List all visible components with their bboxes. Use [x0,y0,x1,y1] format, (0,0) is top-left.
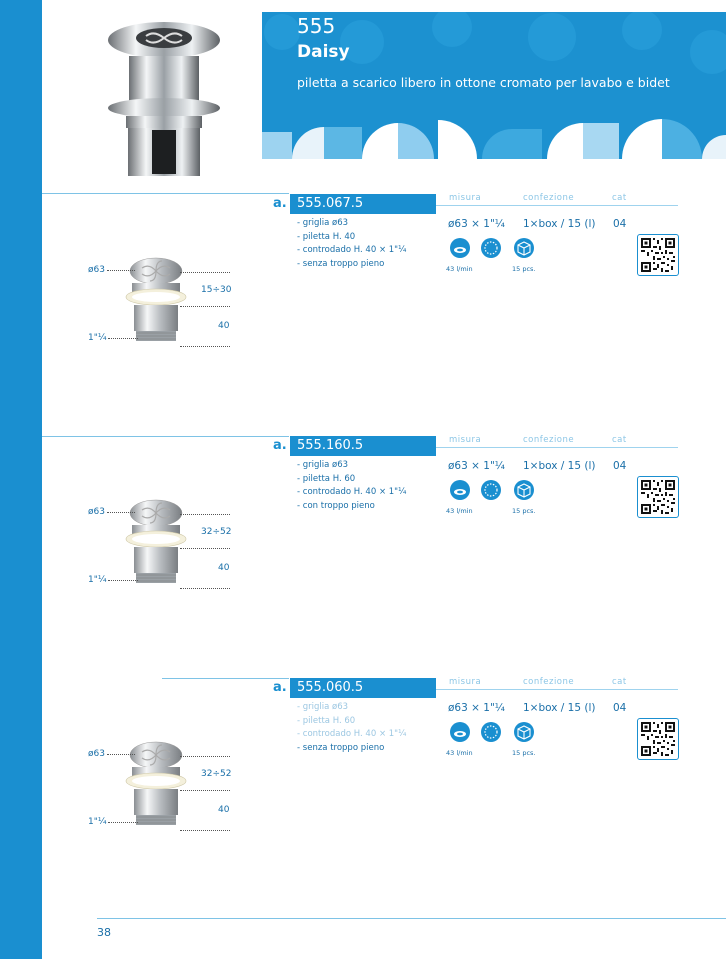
flow-rate-label: 43 l/min [446,265,473,273]
gear-seal-icon [481,722,501,742]
column-header-confezione: confezione [523,193,575,203]
dimension-leader [180,588,230,589]
item-letter: a. [273,196,287,211]
gear-seal-icon [481,238,501,258]
column-header-rule [436,205,678,206]
feature-item: - senza troppo pieno [297,742,406,756]
dimension-leader [180,346,230,347]
feature-item: - piletta H. 40 [297,231,406,245]
flow-rate-icon [450,722,470,742]
dimension-range: 32÷52 [201,769,232,779]
flow-rate-icon [450,480,470,500]
dimension-leader [107,754,135,755]
pieces-label: 15 pcs. [512,507,536,515]
qr-code-icon[interactable] [637,234,679,276]
column-header-confezione: confezione [523,435,575,445]
dimension-thread: 1"¼ [88,817,107,827]
dimension-leader [108,338,138,339]
column-header-rule [436,689,678,690]
item-letter: a. [273,680,287,695]
dimension-leader [107,512,135,513]
box-icon [514,238,534,258]
column-header-cat: cat [612,677,627,687]
qr-code-icon[interactable] [637,476,679,518]
product-block [0,678,726,878]
product-description: piletta a scarico libero in ottone cromato per lavabo e bidet [297,75,670,90]
dimension-leader [108,580,138,581]
flow-rate-icon [450,238,470,258]
flow-rate-label: 43 l/min [446,749,473,757]
dimension-leader [180,306,230,307]
misura-value: ø63 × 1"¼ [448,218,505,230]
dimension-leader [180,830,230,831]
product-code: 555.160.5 [290,436,436,456]
cat-value: 04 [613,218,627,230]
box-icon [514,480,534,500]
dimension-range: 15÷30 [201,285,232,295]
product-block [0,436,726,636]
column-header-misura: misura [449,193,482,203]
dimension-leader [180,790,230,791]
dimension-leader [108,822,138,823]
confezione-value: 1×box / 15 (l) [523,460,596,472]
feature-list [297,459,406,513]
misura-value: ø63 × 1"¼ [448,702,505,714]
dimension-leader [180,514,230,515]
feature-item: - piletta H. 60 [297,715,406,729]
series-number: 555 [297,14,336,38]
column-header-confezione: confezione [523,677,575,687]
hero-product-image [104,20,224,182]
feature-list [297,701,406,755]
page-number: 38 [97,926,111,939]
column-header-cat: cat [612,435,627,445]
dimension-height: 40 [218,563,230,573]
gear-seal-icon [481,480,501,500]
column-header-rule [436,447,678,448]
product-family-name: Daisy [297,42,350,62]
qr-code-icon[interactable] [637,718,679,760]
dimension-height: 40 [218,321,230,331]
cat-value: 04 [613,460,627,472]
box-icon [514,722,534,742]
flow-rate-label: 43 l/min [446,507,473,515]
cat-value: 04 [613,702,627,714]
product-code: 555.060.5 [290,678,436,698]
footer-divider [97,918,726,919]
column-header-misura: misura [449,435,482,445]
feature-item: - griglia ø63 [297,217,406,231]
feature-item: - con troppo pieno [297,500,406,514]
feature-item: - piletta H. 60 [297,473,406,487]
feature-item: - griglia ø63 [297,701,406,715]
item-letter: a. [273,438,287,453]
column-header-misura: misura [449,677,482,687]
column-header-cat: cat [612,193,627,203]
dimension-thread: 1"¼ [88,575,107,585]
feature-list [297,217,406,271]
dimension-top-diameter: ø63 [88,265,105,275]
dimension-top-diameter: ø63 [88,507,105,517]
feature-item: - controdado H. 40 × 1"¼ [297,244,406,258]
misura-value: ø63 × 1"¼ [448,460,505,472]
dimension-height: 40 [218,805,230,815]
feature-item: - controdado H. 40 × 1"¼ [297,486,406,500]
dimension-thread: 1"¼ [88,333,107,343]
dimension-top-diameter: ø63 [88,749,105,759]
pieces-label: 15 pcs. [512,265,536,273]
feature-item: - griglia ø63 [297,459,406,473]
feature-item: - senza troppo pieno [297,258,406,272]
dimension-leader [180,548,230,549]
dimension-leader [180,272,230,273]
header-banner [262,12,726,159]
confezione-value: 1×box / 15 (l) [523,218,596,230]
feature-item: - controdado H. 40 × 1"¼ [297,728,406,742]
dimension-leader [107,270,135,271]
dimension-range: 32÷52 [201,527,232,537]
confezione-value: 1×box / 15 (l) [523,702,596,714]
product-block [0,194,726,394]
pieces-label: 15 pcs. [512,749,536,757]
dimension-leader [180,756,230,757]
product-code: 555.067.5 [290,194,436,214]
